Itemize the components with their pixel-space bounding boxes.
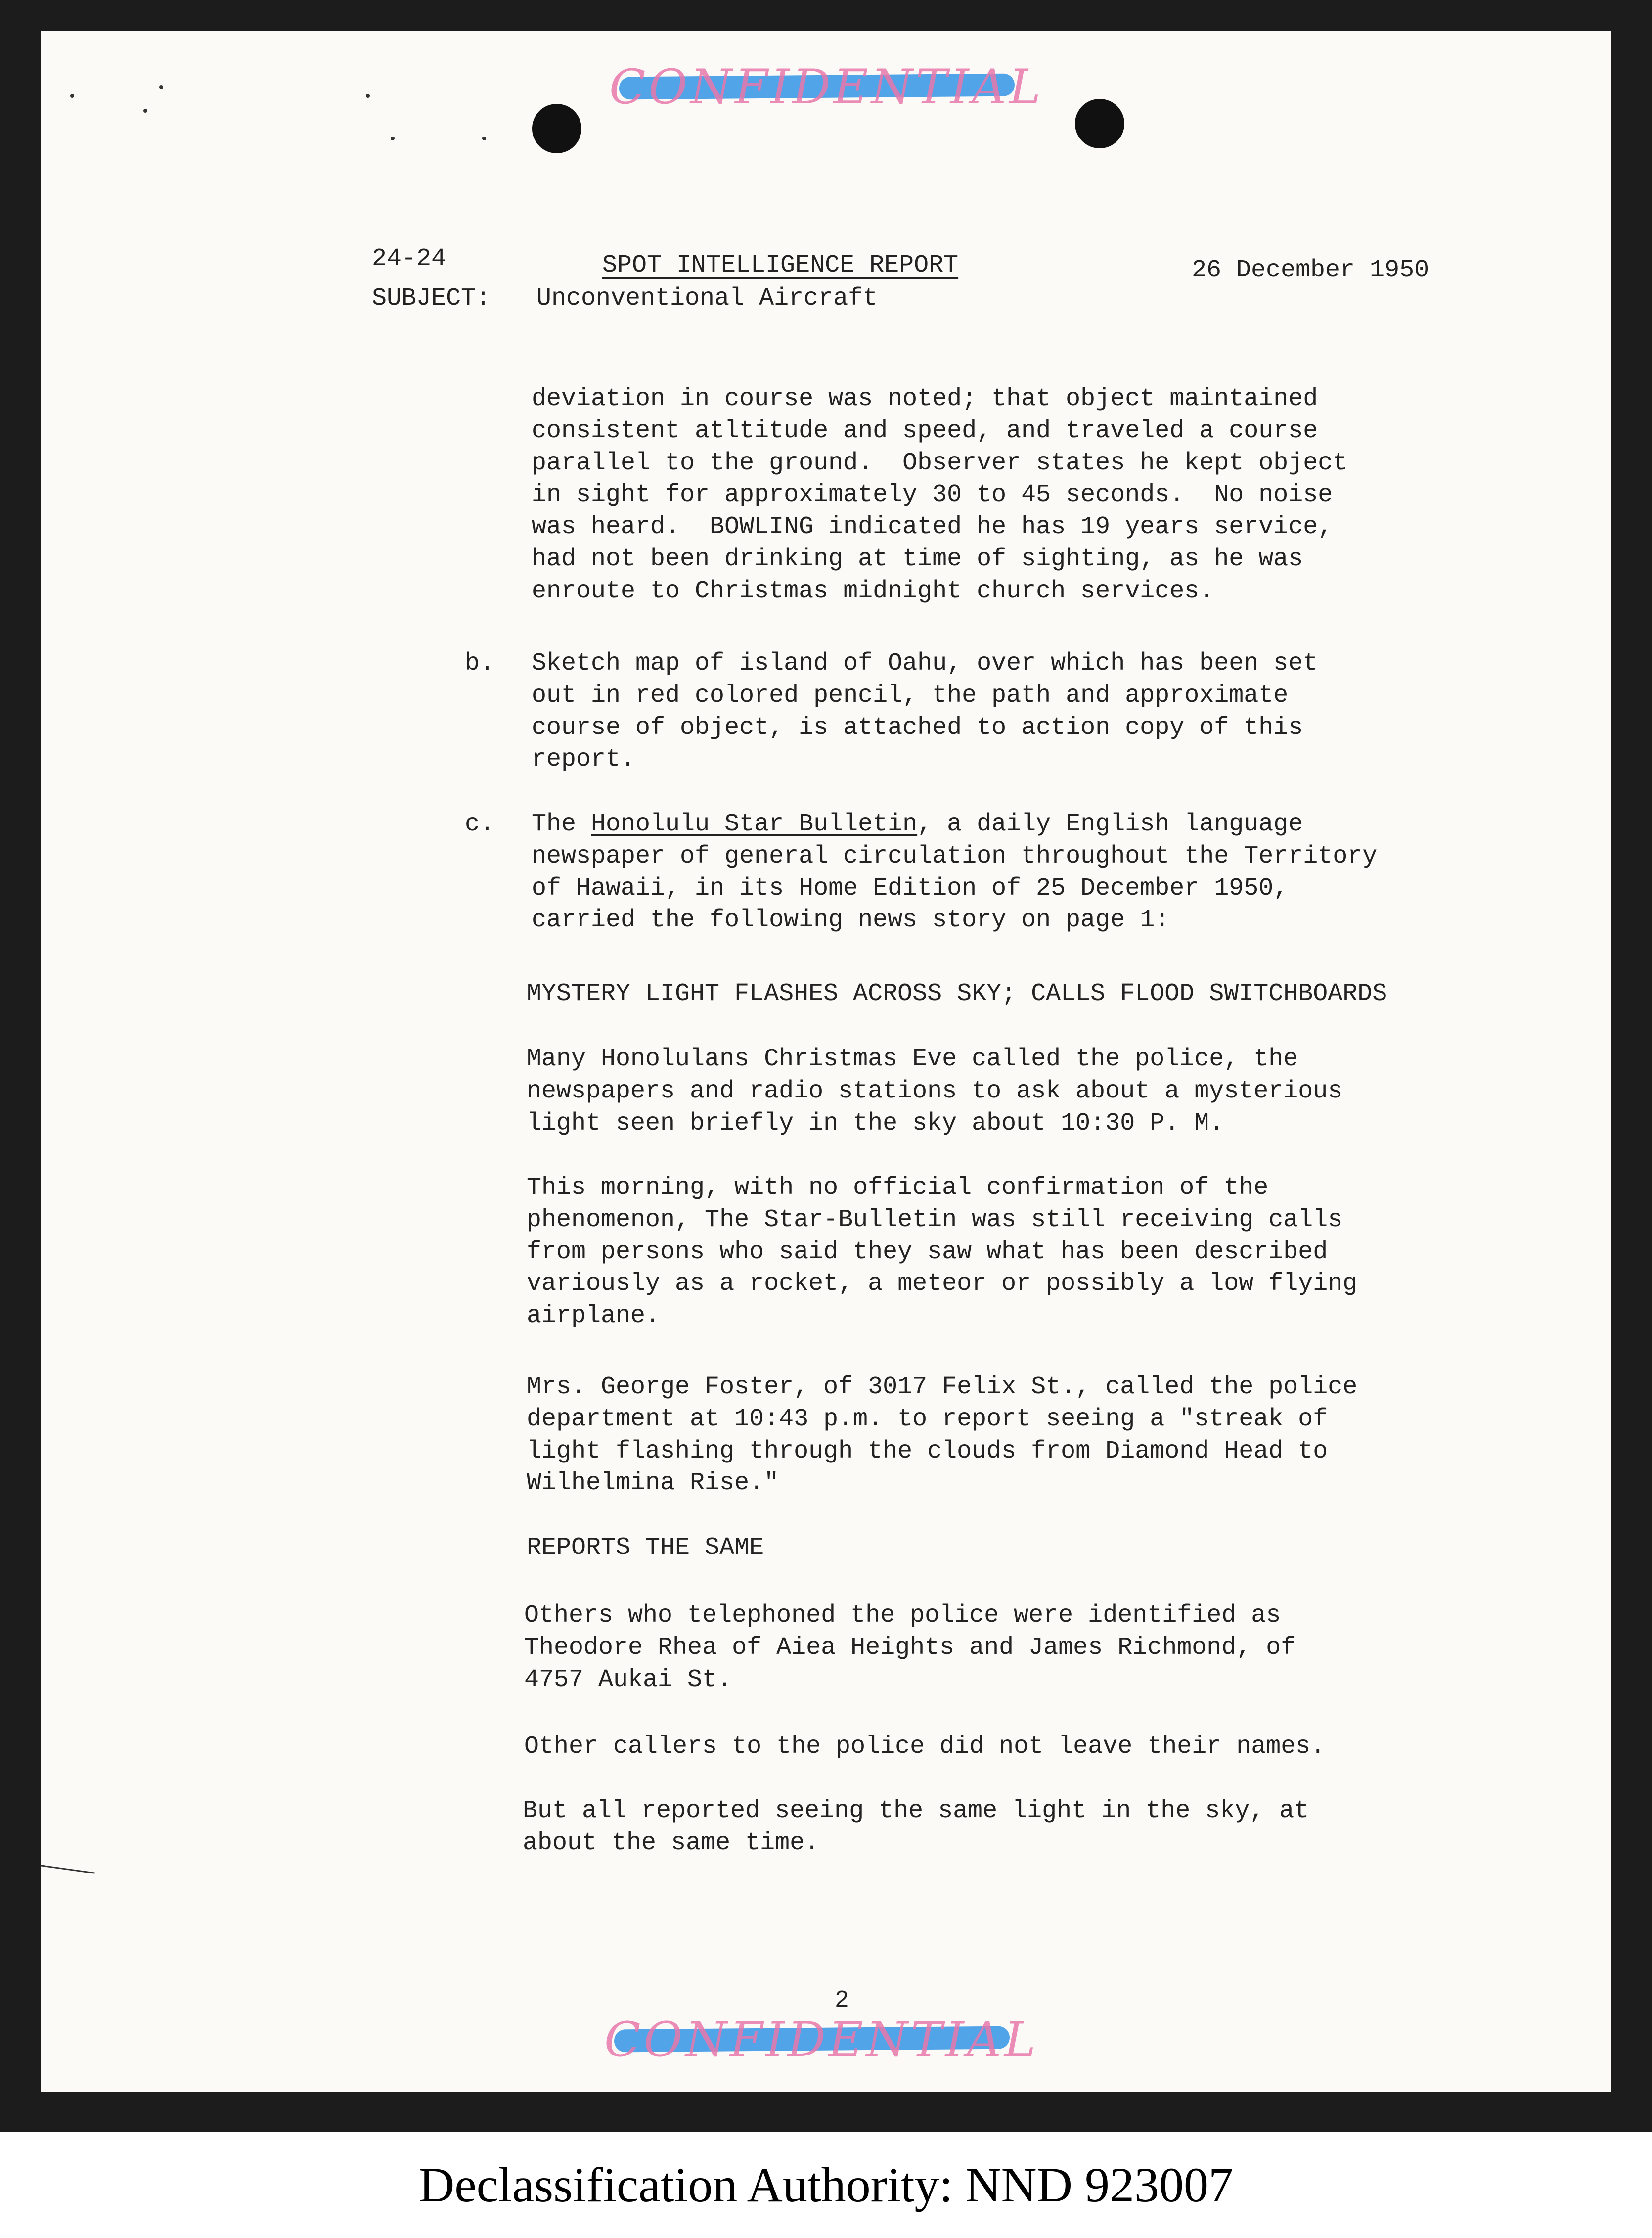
text-line: deviation in course was noted; that object maintained [532, 385, 1318, 413]
news-paragraph-3 [527, 1371, 1357, 1500]
paper-speck [143, 109, 147, 113]
text-line: about the same time. [523, 1828, 820, 1857]
text-line: newspaper of general circulation throughout the Territory [532, 842, 1378, 870]
text-line: parallel to the ground. Observer states he kept object [532, 449, 1348, 477]
subject-text: Unconventional Aircraft [536, 284, 878, 313]
text-line: 4757 Aukai St. [524, 1665, 732, 1694]
text-line [532, 809, 1377, 841]
punch-hole-right [1075, 99, 1124, 148]
paper-speck [482, 137, 486, 140]
text-line: variously as a rocket, a meteor or possibly a low flying [527, 1270, 1358, 1298]
text-line: Theodore Rhea of Aiea Heights and James Richmond, of [524, 1633, 1296, 1662]
text-line: This morning, with no official confirmation of the [527, 1174, 1269, 1202]
text-line: Other callers to the police did not leave their names. [524, 1733, 1326, 1761]
punch-hole-left [532, 104, 581, 153]
text-line: Sketch map of island of Oahu, over which has been set [532, 649, 1318, 678]
news-paragraph-5 [524, 1731, 1325, 1763]
text-run: The [532, 810, 591, 838]
confidential-stamp-bottom [604, 2002, 1039, 2076]
text-line: Many Honolulans Christmas Eve called the police, the [527, 1045, 1298, 1073]
report-title: SPOT INTELLIGENCE REPORT [602, 251, 959, 279]
news-headline: MYSTERY LIGHT FLASHES ACROSS SKY; CALLS FLOOD SWITCHBOARDS [527, 980, 1387, 1008]
subject-label: SUBJECT: [372, 284, 491, 313]
text-line: Mrs. George Foster, of 3017 Felix St., called the police [527, 1373, 1358, 1401]
text-line: course of object, is attached to action copy of this [532, 713, 1303, 742]
text-line: light seen briefly in the sky about 10:30 P. M. [527, 1109, 1224, 1138]
news-paragraph-2 [527, 1172, 1357, 1332]
paper-speck [159, 85, 163, 89]
text-line: was heard. BOWLING indicated he has 19 years service, [532, 513, 1333, 542]
text-line: phenomenon, The Star-Bulletin was still receiving calls [527, 1205, 1343, 1234]
file-number: 24-24 [372, 245, 446, 273]
paper-speck [366, 94, 370, 98]
paper-speck [70, 94, 74, 98]
text-line: in sight for approximately 30 to 45 seconds. No noise [532, 481, 1333, 509]
text-run: , a daily English language [917, 810, 1303, 838]
text-line: airplane. [527, 1302, 661, 1330]
declassification-footer: Declassification Authority: NND 923007 [419, 2157, 1233, 2212]
text-line: from persons who said they saw what has been described [527, 1237, 1328, 1266]
text-line: Wilhelmina Rise." [527, 1469, 779, 1498]
stamp-text: CONFIDENTIAL [604, 2012, 1039, 2067]
text-line: carried the following news story on page 1: [532, 906, 1170, 935]
news-paragraph-1 [527, 1044, 1342, 1140]
text-line: newspapers and radio stations to ask about a mysterious [527, 1077, 1343, 1105]
item-b-marker: b. [465, 649, 495, 678]
stamp-text: CONFIDENTIAL [609, 59, 1044, 115]
text-line: department at 10:43 p.m. to report seeing a "streak of [527, 1405, 1328, 1433]
newspaper-name: Honolulu Star Bulletin [591, 810, 918, 838]
text-line: light flashing through the clouds from Diamond Head to [527, 1437, 1328, 1465]
text-line: Others who telephoned the police were identified as [524, 1601, 1281, 1630]
news-paragraph-6 [523, 1795, 1309, 1860]
news-paragraph-4 [524, 1600, 1295, 1696]
item-c-paragraph [532, 809, 1377, 937]
page-number: 2 [835, 1987, 849, 2014]
confidential-stamp-top [609, 49, 1044, 124]
text-line: had not been drinking at time of sighting, as he was [532, 545, 1303, 573]
paper-speck [391, 137, 395, 140]
item-b-paragraph [532, 648, 1318, 776]
continued-paragraph [532, 383, 1347, 608]
text-line: of Hawaii, in its Home Edition of 25 December 1950, [532, 874, 1289, 903]
text-line: enroute to Christmas midnight church services. [532, 577, 1214, 605]
text-line: report. [532, 745, 636, 774]
text-line: consistent atltitude and speed, and traveled a course [532, 416, 1318, 445]
report-date: 26 December 1950 [1192, 256, 1429, 284]
item-c-marker: c. [465, 810, 495, 838]
text-line: But all reported seeing the same light in the sky, at [523, 1797, 1309, 1825]
news-subhead: REPORTS THE SAME [527, 1534, 764, 1562]
text-line: out in red colored pencil, the path and approximate [532, 681, 1289, 710]
